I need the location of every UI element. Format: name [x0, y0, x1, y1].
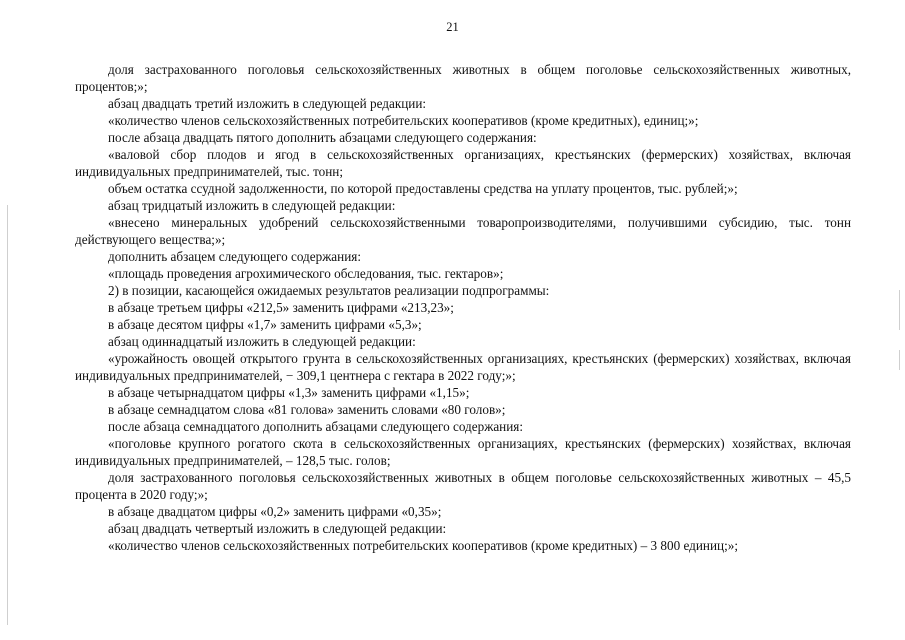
- paragraph: абзац тридцатый изложить в следующей редакции:: [108, 198, 396, 213]
- page-number: 21: [446, 20, 459, 34]
- paragraph: «количество членов сельскохозяйственных потребительских кооперативов (кроме кредитных) – 3 800 единиц;»;: [108, 538, 738, 553]
- paragraph: в абзаце четырнадцатом цифры «1,3» заменить цифрами «1,15»;: [108, 385, 470, 400]
- paragraph: в абзаце двадцатом цифры «0,2» заменить цифрами «0,35»;: [108, 504, 442, 519]
- paragraph: доля застрахованного поголовья сельскохозяйственных животных в общем поголовье сельскохозяйственных животных – 45,5 процента в 2020 году;»;: [75, 470, 851, 502]
- paragraph: «урожайность овощей открытого грунта в сельскохозяйственных организациях, крестьянских (фермерских) хозяйствах, включая индивидуальных предпринимателей, − 309,1 центнера с гектара в 2022 году;»;: [75, 351, 851, 383]
- paragraph: абзац двадцать четвертый изложить в следующей редакции:: [108, 521, 447, 536]
- paragraph: абзац двадцать третий изложить в следующей редакции:: [108, 96, 427, 111]
- scan-edge-mark: [899, 350, 900, 370]
- paragraph: после абзаца двадцать пятого дополнить абзацами следующего содержания:: [108, 130, 537, 145]
- scan-edge-mark: [899, 290, 900, 330]
- paragraph: доля застрахованного поголовья сельскохозяйственных животных в общем поголовье сельскохозяйственных животных, процентов;»;: [75, 62, 851, 94]
- paragraph: 2) в позиции, касающейся ожидаемых результатов реализации подпрограммы:: [108, 283, 550, 298]
- paragraph: в абзаце десятом цифры «1,7» заменить цифрами «5,3»;: [108, 317, 422, 332]
- paragraph: в абзаце семнадцатом слова «81 голова» заменить словами «80 голов»;: [108, 402, 506, 417]
- paragraph: «количество членов сельскохозяйственных потребительских кооперативов (кроме кредитных), единиц;»;: [108, 113, 699, 128]
- document-body: [75, 61, 851, 554]
- paragraph: объем остатка ссудной задолженности, по которой предоставлены средства на уплату процентов, тыс. рублей;»;: [108, 181, 738, 196]
- paragraph: «площадь проведения агрохимического обследования, тыс. гектаров»;: [108, 266, 504, 281]
- scan-edge-mark: [7, 205, 8, 625]
- paragraph: в абзаце третьем цифры «212,5» заменить цифрами «213,23»;: [108, 300, 454, 315]
- paragraph: дополнить абзацем следующего содержания:: [108, 249, 362, 264]
- paragraph: «поголовье крупного рогатого скота в сельскохозяйственных организациях, крестьянских (фермерских) хозяйствах, включая индивидуальных предпринимателей, – 128,5 тыс. голов;: [75, 436, 851, 468]
- paragraph: «внесено минеральных удобрений сельскохозяйственными товаропроизводителями, получившими субсидию, тыс. тонн действующего вещества;»;: [75, 215, 851, 247]
- paragraph: после абзаца семнадцатого дополнить абзацами следующего содержания:: [108, 419, 524, 434]
- paragraph: абзац одиннадцатый изложить в следующей редакции:: [108, 334, 416, 349]
- paragraph: «валовой сбор плодов и ягод в сельскохозяйственных организациях, крестьянских (фермерских) хозяйствах, включая индивидуальных предпринимателей, тыс. тонн;: [75, 147, 851, 179]
